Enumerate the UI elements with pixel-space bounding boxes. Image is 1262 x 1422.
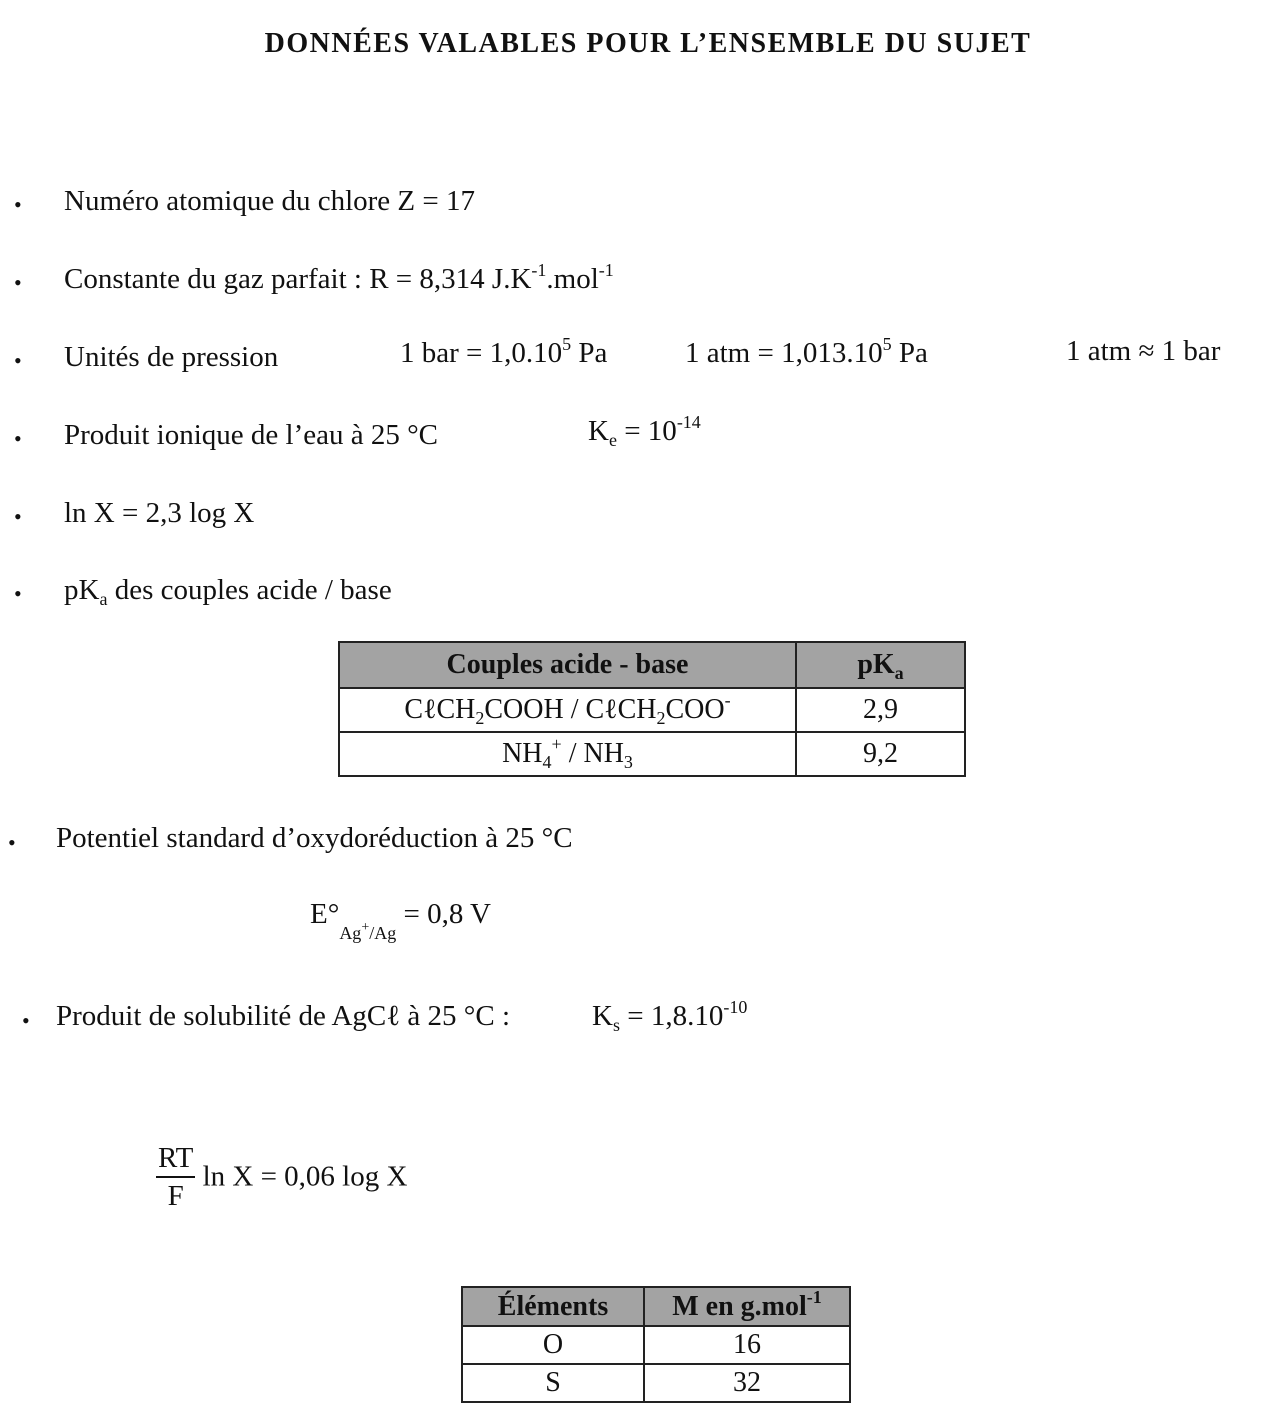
bullet-icon: • xyxy=(8,830,16,855)
pka-value: 2,9 xyxy=(796,688,965,732)
table-row xyxy=(339,688,965,732)
element-cell: O xyxy=(462,1326,644,1364)
mass-table-header-m: M en g.mol$^{-1}$ xyxy=(644,1287,850,1326)
bullet-icon: • xyxy=(14,192,22,217)
item-pka: $pK_a$ des couples acide / base xyxy=(64,574,392,609)
item-solubilite-ks: $K_s = 1,8.10^{-10}$ xyxy=(592,997,748,1035)
element-cell: S xyxy=(462,1364,644,1402)
item-potentiel: Potentiel standard d’oxydoréduction à 25 °C xyxy=(56,822,573,854)
mass-cell: 16 xyxy=(644,1326,850,1364)
table-row xyxy=(462,1326,850,1364)
bullet-icon: • xyxy=(22,1008,30,1033)
mass-table xyxy=(461,1286,851,1403)
nernst-formula: $\frac{RT}{F}$ ln X = 0,06 log X xyxy=(158,1142,408,1212)
item-chlore: Numéro atomique du chlore Z = 17 xyxy=(64,185,475,217)
bullet-icon: • xyxy=(14,348,22,373)
pka-table xyxy=(338,641,966,777)
bullet-icon: • xyxy=(14,270,22,295)
pka-couple: $NH_4^+ / NH_3$ xyxy=(339,732,796,776)
item-pression-atm: 1 atm = $1,013.10^5$ Pa xyxy=(685,334,928,369)
bullet-icon: • xyxy=(14,426,22,451)
item-ln: ln X = 2,3 log X xyxy=(64,497,255,529)
item-eau-ke: $K_e = 10^{-14}$ xyxy=(588,412,701,450)
bullet-icon: • xyxy=(14,581,22,606)
item-gaz-parfait: Constante du gaz parfait : R = 8,314 $J.K^{-1}.mol^{-1}$ xyxy=(64,260,614,295)
item-e0: $E^\circ_{Ag^+/Ag} = 0,8$ V xyxy=(310,898,491,943)
mass-table-header-elements: Éléments xyxy=(462,1287,644,1326)
item-eau-label: Produit ionique de l’eau à 25 °C xyxy=(64,419,439,451)
item-solubilite: Produit de solubilité de AgCℓ à 25 °C : xyxy=(56,1000,511,1032)
table-row xyxy=(462,1364,850,1402)
formula-fraction: $\frac{RT}{F}$ xyxy=(158,1142,194,1212)
page-title: DONNÉES VALABLES POUR L’ENSEMBLE DU SUJET xyxy=(264,28,1032,59)
item-pression-approx: 1 atm ≈ 1 bar xyxy=(1066,335,1221,367)
bullet-icon: • xyxy=(14,504,22,529)
pka-table-header-pk: $pK_a$ xyxy=(796,642,965,688)
pka-value: 9,2 xyxy=(796,732,965,776)
item-pression-label: Unités de pression xyxy=(64,341,279,373)
mass-cell: 32 xyxy=(644,1364,850,1402)
table-row xyxy=(339,732,965,776)
pka-couple: CℓCH$_2$COOH / CℓCH$_2$COO- xyxy=(339,688,796,732)
item-pression-bar: 1 bar = $1,0.10^5$ Pa xyxy=(400,334,608,369)
pka-table-header-couples: Couples acide - base xyxy=(339,642,796,688)
